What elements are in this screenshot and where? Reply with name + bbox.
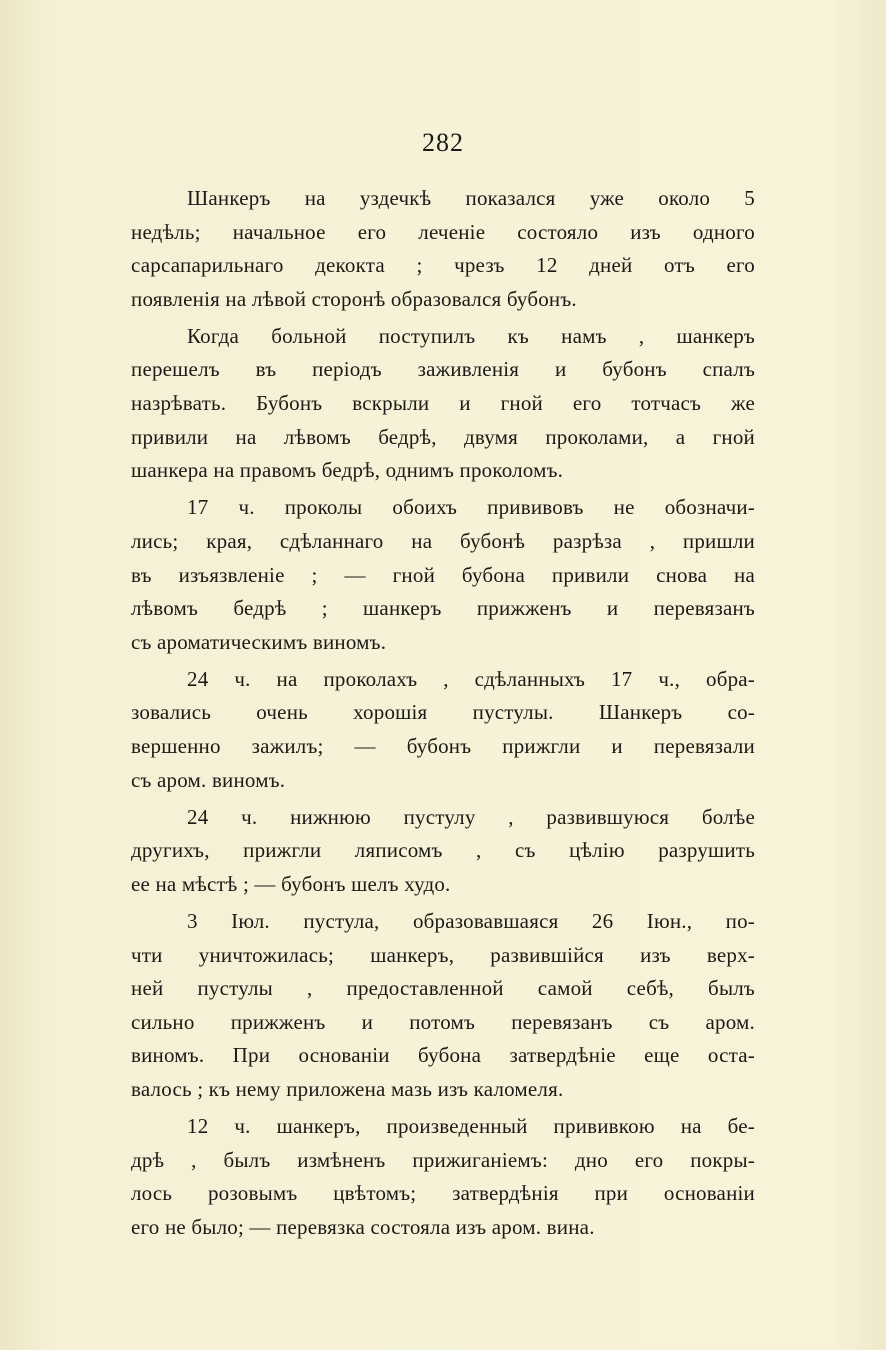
text-line: 24 ч. нижнюю пустулу , развившуюся болѣе xyxy=(187,804,755,829)
text-line: сарсапарильнаго декокта ; чрезъ 12 дней отъ его xyxy=(131,253,755,278)
text-line: лѣвомъ бедрѣ ; шанкеръ прижженъ и перевязанъ xyxy=(131,596,755,621)
text-line: чти уничтожилась; шанкеръ, развившійся изъ верх- xyxy=(131,942,755,967)
text-line: лись; края, сдѣланнаго на бубонѣ разрѣза , пришли xyxy=(131,528,755,553)
paragraph xyxy=(131,320,755,488)
text-line: 3 Іюл. пустула, образовавшаяся 26 Іюн., по- xyxy=(187,908,755,933)
page-body xyxy=(131,182,755,1248)
text-line: Шанкеръ на уздечкѣ показался уже около 5 xyxy=(187,186,755,210)
text-line: валось ; къ нему приложена мазь изъ каломеля. xyxy=(131,1076,564,1101)
text-line: сильно прижженъ и потомъ перевязанъ съ аром. xyxy=(131,1009,755,1034)
paragraph xyxy=(131,1110,755,1244)
text-line: 24 ч. на проколахъ , сдѣланныхъ 17 ч., обра- xyxy=(187,666,755,691)
text-line: Когда больной поступилъ къ намъ , шанкеръ xyxy=(187,323,755,348)
paragraph xyxy=(131,663,755,797)
text-line: виномъ. При основаніи бубона затвердѣніе еще оста- xyxy=(131,1043,755,1068)
text-line: 17 ч. проколы обоихъ прививовъ не обозначи- xyxy=(187,495,755,520)
paragraph xyxy=(131,905,755,1107)
paragraph xyxy=(131,801,755,902)
text-line: шанкера на правомъ бедрѣ, однимъ проколомъ. xyxy=(131,458,564,483)
paragraph xyxy=(131,491,755,659)
text-line: съ ароматическимъ виномъ. xyxy=(131,629,387,654)
text-line: его не было; — перевязка состояла изъ аром. вина. xyxy=(131,1214,595,1239)
page-number: 282 xyxy=(422,128,464,157)
text-line: ее на мѣстѣ ; — бубонъ шелъ худо. xyxy=(131,871,451,896)
text-line: ней пустулы , предоставленной самой себѣ, былъ xyxy=(131,976,755,1001)
text-line: дрѣ , былъ измѣненъ прижиганіемъ: дно его покры- xyxy=(131,1147,755,1172)
text-line: перешелъ въ періодъ заживленія и бубонъ спалъ xyxy=(131,357,755,382)
text-line: съ аром. виномъ. xyxy=(131,767,286,792)
text-line: появленія на лѣвой сторонѣ образовался бубонъ. xyxy=(131,286,577,311)
text-line: другихъ, прижгли ляписомъ , съ цѣлію разрушить xyxy=(131,838,755,863)
text-line: недѣль; начальное его леченіе состояло изъ одного xyxy=(131,219,755,244)
text-line: въ изъязвленіе ; — гной бубона привили снова на xyxy=(131,562,755,587)
text-line: привили на лѣвомъ бедрѣ, двумя проколами, а гной xyxy=(131,424,755,449)
text-line: вершенно зажилъ; — бубонъ прижгли и перевязали xyxy=(131,734,755,758)
text-line: зовались очень хорошія пустулы. Шанкеръ со- xyxy=(131,700,755,725)
text-line: назрѣвать. Бубонъ вскрыли и гной его тотчасъ же xyxy=(131,391,755,416)
paragraph xyxy=(131,182,755,316)
text-line: лось розовымъ цвѣтомъ; затвердѣнія при основаніи xyxy=(131,1181,755,1206)
text-line: 12 ч. шанкеръ, произведенный прививкою на бе- xyxy=(187,1114,755,1139)
